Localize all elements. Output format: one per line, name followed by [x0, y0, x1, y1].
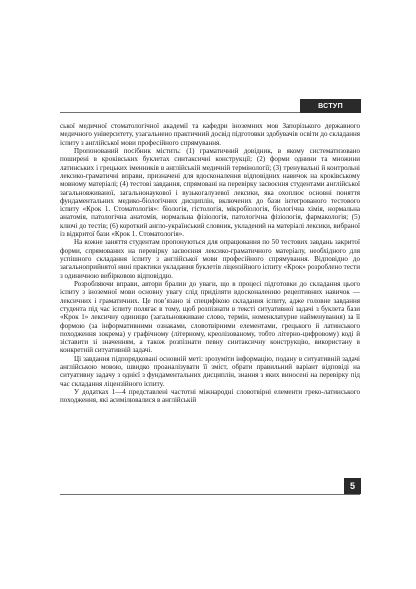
- page-number: 5: [344, 478, 361, 494]
- paragraph: У додатках 1—4 представлені частотні міжнародні словотвірні елементи греко-латинського походження, які асимілювалися в англійській: [60, 388, 360, 405]
- paragraph: Розробляючи вправи, автори бралии до уваги, що в процесі підготовки до складання цього іспиту з іноземної мови основну увагу слід приділяти вдосконаленню рецептивних навичок — лексичних і граматичних. Це пов’язано зі специфікою складання іспиту, адже головне завдання студента під час іспиту полягає в тому, щоб розпізнати в тексті ситуативної задачі з буклета бази «Крок 1» лексичну одиницю (загальновживане слово, термін, номенклатурне найменування) за її формою (за інформативними ознаками, словотвірними елементами, грецького й латинського походження зокрема) у графічному (літерному, креолізованому, тобто літерно-цифровому) коді й зіставити зі значенням, а також розпізнати певну синтаксичну конструкцію, використану в конкретній ситуативній задачі.: [60, 279, 360, 355]
- paragraph: Пропонований посібник містить: (1) граматичний довідник, в якому систематизовано поширені в кроківських буклетах синтаксичні конструкції; (2) форми однини та множини латинських і грецьких іменників в англійській медичній термінології; (3) тренувальні й контрольні лексико-граматичні вправи, призначені для вдосконалення відповідних навичок на кроківському мовному матеріалі; (4) тестові завдання, спрямовані на перевірку засвоєння студентами англійської загальновживаної, загальнонаукової і вузькогалузевої лексики, яка охоплює основні поняття фундаментальних медико-біологічних дисциплін, включених до бази інтегрованого тестового іспиту «Крок 1. Стоматологія»: біологія, гістологія, мікробіологія, біологічна хімія, нормальна анатомія, патологічна анатомія, нормальна фізіологія, патологічна фізіологія, фармакологія; (5) ключі до тестів; (6) короткий англо-український словник, укладений на матеріалі лексики, вибраної із відкритої бази «Крок 1. Стоматологія».: [60, 146, 360, 239]
- section-label: ВСТУП: [300, 99, 361, 113]
- footer-rule: [60, 494, 360, 495]
- paragraph: ської медичної стоматологічної академії та кафедри іноземних мов Запорізького державного медичного університету, узагальнено практичний досвід підготовки здобувачів освіти до складання іспиту з англійської мови професійного спрямування.: [60, 122, 360, 147]
- paragraph: Ці завдання підпорядковані основній меті: зрозуміти інформацію, подану в ситуативній задачі англійською мовою, швидко проаналізувати її зміст, обрати правильний варіант відповіді на ситуативну задачу з однієї з фундаментальних дисциплін, знання з яких виносені на перевірку під час складання ліцензійного іспиту.: [60, 354, 360, 388]
- paragraph: На кожне заняття студентам пропонуються для опрацювання по 50 тестових завдань закритої форми, спрямованих на перевірку засвоєння лексико-граматичного матеріалу, необхідного для успішного складання іспиту з англійської мови професійного спрямування. Відповідно до загальноприйнятої нині практики укладання буклетів ліцензійного іспиту «Крок» розроблено тести з одиничною вибірковою відповіддю.: [60, 238, 360, 280]
- body-text: [60, 122, 360, 405]
